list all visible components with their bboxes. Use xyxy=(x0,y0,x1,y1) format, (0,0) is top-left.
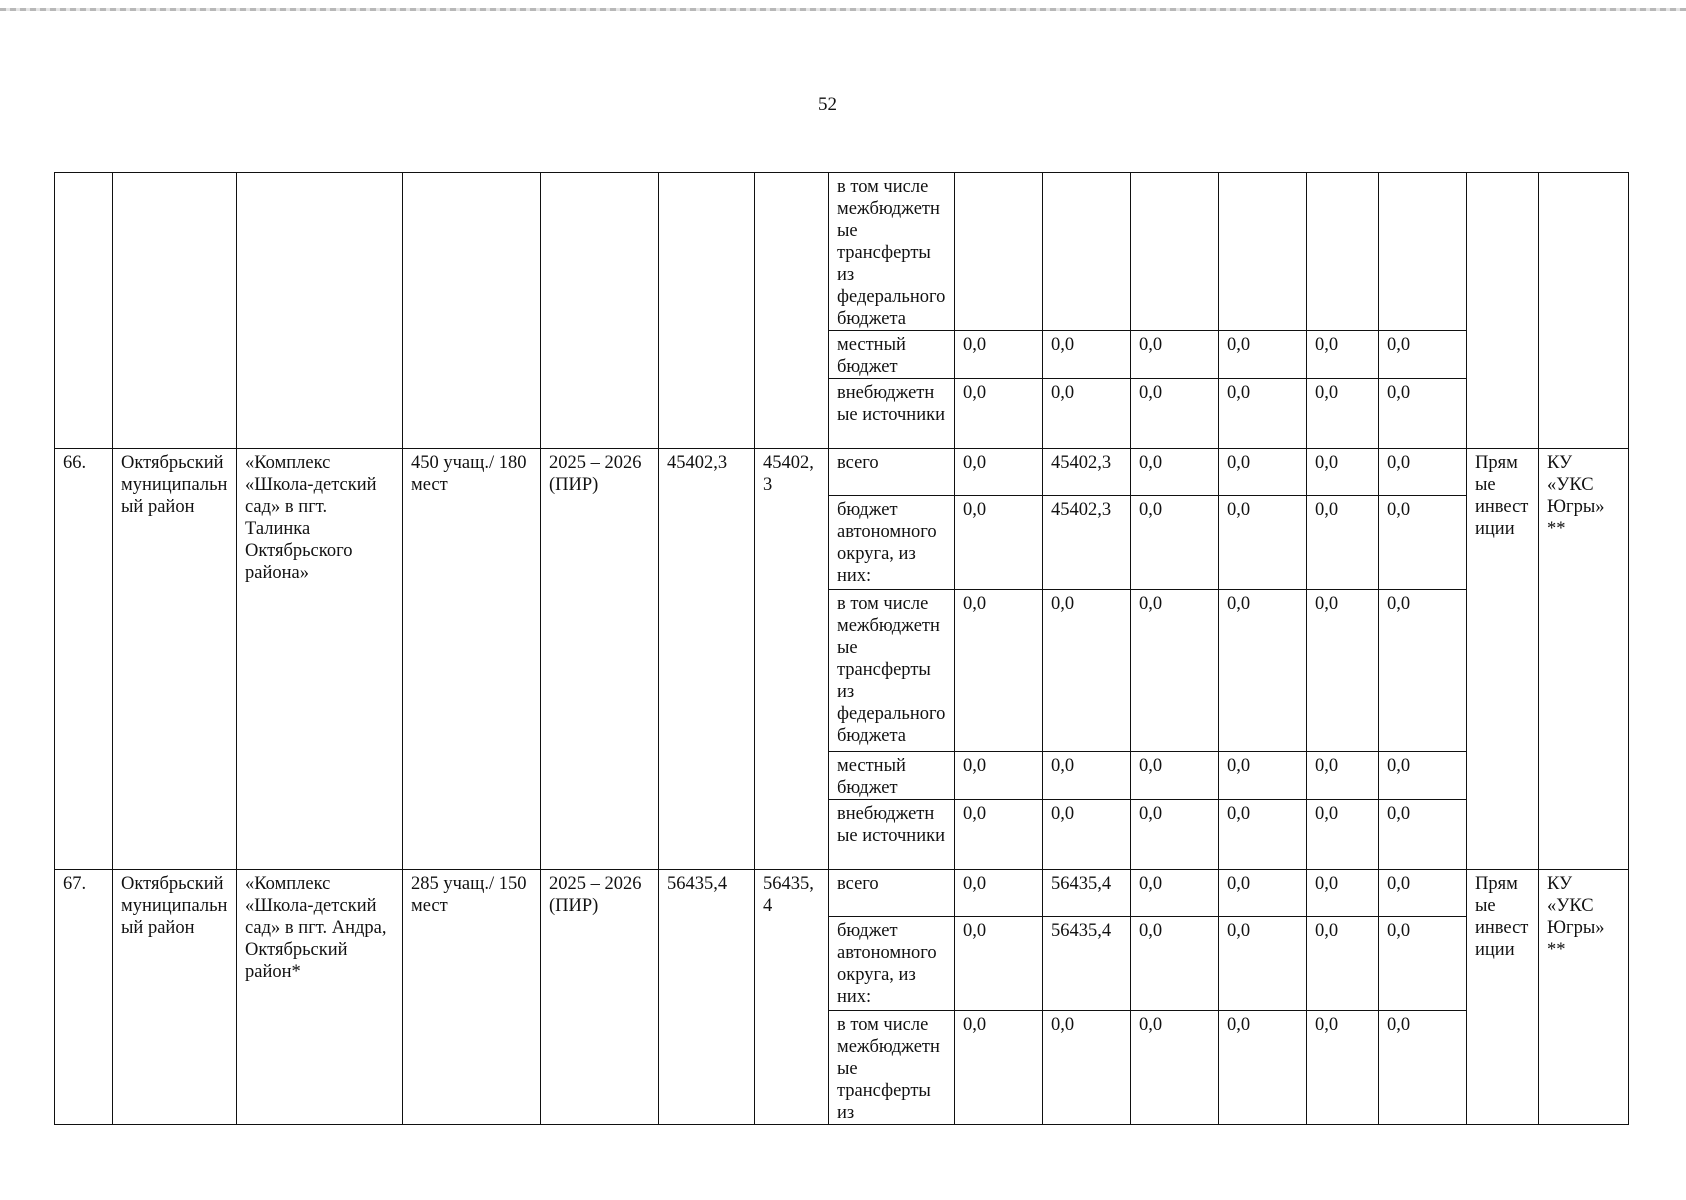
cell-funding-source: в том числе межбюджетные трансферты из федерального бюджета xyxy=(829,173,955,331)
cell-customer xyxy=(1539,173,1629,449)
cell-number xyxy=(55,173,113,449)
cell-value: 0,0 xyxy=(1219,752,1307,800)
cell-value: 0,0 xyxy=(1379,800,1467,870)
cell-number: 67. xyxy=(55,870,113,1125)
cell-investment-form: Прямые инвестиции xyxy=(1467,870,1539,1125)
cell-capacity xyxy=(403,173,541,449)
cell-value: 0,0 xyxy=(1219,331,1307,379)
cell-customer: КУ «УКС Югры» ** xyxy=(1539,870,1629,1125)
cell-value: 0,0 xyxy=(955,752,1043,800)
page-number: 52 xyxy=(818,94,837,115)
cell-value: 0,0 xyxy=(1307,379,1379,449)
cell-value: 0,0 xyxy=(1219,590,1307,752)
cell-value: 0,0 xyxy=(955,870,1043,917)
cell-number: 66. xyxy=(55,449,113,870)
cell-investment-form: Прямые инвестиции xyxy=(1467,449,1539,870)
cell-period: 2025 – 2026 (ПИР) xyxy=(541,870,659,1125)
cell-value: 0,0 xyxy=(1219,917,1307,1011)
table-row xyxy=(55,449,1629,496)
cell-funding-source: внебюджетные источники xyxy=(829,800,955,870)
cell-value xyxy=(1307,173,1379,331)
cell-value: 0,0 xyxy=(1131,590,1219,752)
table-row xyxy=(55,870,1629,917)
cell-value: 0,0 xyxy=(1131,1011,1219,1125)
cell-value: 0,0 xyxy=(1219,449,1307,496)
cell-value: 0,0 xyxy=(1379,590,1467,752)
cell-funding-source: внебюджетные источники xyxy=(829,379,955,449)
cell-value: 0,0 xyxy=(1131,870,1219,917)
investment-table xyxy=(54,172,1629,1125)
cell-value: 0,0 xyxy=(1131,379,1219,449)
cell-value: 0,0 xyxy=(955,800,1043,870)
cell-value: 0,0 xyxy=(1131,449,1219,496)
cell-value: 0,0 xyxy=(1379,917,1467,1011)
cell-capacity: 450 учащ./ 180 мест xyxy=(403,449,541,870)
cell-municipality xyxy=(113,173,237,449)
cell-municipality: Октябрьский муниципальный район xyxy=(113,870,237,1125)
cell-value: 0,0 xyxy=(955,496,1043,590)
cell-value: 0,0 xyxy=(1307,752,1379,800)
cell-value: 0,0 xyxy=(1043,590,1131,752)
cell-value: 0,0 xyxy=(1131,331,1219,379)
cell-value: 0,0 xyxy=(1131,917,1219,1011)
cell-value: 56435,4 xyxy=(1043,917,1131,1011)
cell-municipality: Октябрьский муниципальный район xyxy=(113,449,237,870)
cell-remaining-cost xyxy=(755,173,829,449)
cell-funding-source: бюджет автономного округа, из них: xyxy=(829,496,955,590)
cell-value: 0,0 xyxy=(1307,917,1379,1011)
cell-value: 0,0 xyxy=(1043,331,1131,379)
cell-value: 0,0 xyxy=(1043,379,1131,449)
cell-value: 0,0 xyxy=(955,331,1043,379)
cell-value: 0,0 xyxy=(955,1011,1043,1125)
cell-funding-source: бюджет автономного округа, из них: xyxy=(829,917,955,1011)
table-row xyxy=(55,173,1629,331)
cell-investment-form xyxy=(1467,173,1539,449)
cell-value: 0,0 xyxy=(1379,752,1467,800)
cell-object: «Комплекс «Школа-детский сад» в пгт. Талинка Октябрьского района» xyxy=(237,449,403,870)
cell-value: 0,0 xyxy=(1219,800,1307,870)
cell-value: 0,0 xyxy=(955,449,1043,496)
cell-value: 0,0 xyxy=(1307,870,1379,917)
cell-value: 0,0 xyxy=(1043,752,1131,800)
cell-estimated-cost: 56435,4 xyxy=(659,870,755,1125)
cell-value: 0,0 xyxy=(1307,590,1379,752)
cell-value: 0,0 xyxy=(1379,449,1467,496)
cell-value: 0,0 xyxy=(955,917,1043,1011)
cell-value: 0,0 xyxy=(1043,800,1131,870)
cell-object: «Комплекс «Школа-детский сад» в пгт. Андра, Октябрьский район* xyxy=(237,870,403,1125)
cell-value xyxy=(1043,173,1131,331)
cell-value: 0,0 xyxy=(1219,1011,1307,1125)
cell-customer: КУ «УКС Югры» ** xyxy=(1539,449,1629,870)
cell-remaining-cost: 45402,3 xyxy=(755,449,829,870)
cell-value: 0,0 xyxy=(1307,1011,1379,1125)
cell-funding-source: местный бюджет xyxy=(829,752,955,800)
cell-value: 0,0 xyxy=(1379,331,1467,379)
scan-edge-artifact xyxy=(0,8,1686,11)
cell-value: 0,0 xyxy=(1131,496,1219,590)
cell-value: 0,0 xyxy=(955,379,1043,449)
cell-object xyxy=(237,173,403,449)
cell-value: 0,0 xyxy=(1307,449,1379,496)
cell-value: 0,0 xyxy=(1219,870,1307,917)
cell-value: 0,0 xyxy=(1131,752,1219,800)
cell-value: 45402,3 xyxy=(1043,449,1131,496)
cell-value xyxy=(955,173,1043,331)
cell-funding-source: всего xyxy=(829,870,955,917)
cell-value xyxy=(1219,173,1307,331)
cell-value: 56435,4 xyxy=(1043,870,1131,917)
cell-value: 0,0 xyxy=(1307,800,1379,870)
cell-funding-source: в том числе межбюджетные трансферты из xyxy=(829,1011,955,1125)
cell-value: 0,0 xyxy=(1379,1011,1467,1125)
cell-value: 0,0 xyxy=(1043,1011,1131,1125)
cell-funding-source: всего xyxy=(829,449,955,496)
cell-value: 0,0 xyxy=(1379,379,1467,449)
cell-value: 0,0 xyxy=(1307,331,1379,379)
cell-value: 0,0 xyxy=(1219,496,1307,590)
cell-value xyxy=(1131,173,1219,331)
cell-capacity: 285 учащ./ 150 мест xyxy=(403,870,541,1125)
cell-value xyxy=(1379,173,1467,331)
cell-estimated-cost: 45402,3 xyxy=(659,449,755,870)
cell-value: 0,0 xyxy=(1379,870,1467,917)
cell-value: 0,0 xyxy=(1379,496,1467,590)
cell-funding-source: местный бюджет xyxy=(829,331,955,379)
cell-period xyxy=(541,173,659,449)
cell-value: 0,0 xyxy=(955,590,1043,752)
cell-value: 0,0 xyxy=(1131,800,1219,870)
cell-period: 2025 – 2026 (ПИР) xyxy=(541,449,659,870)
cell-remaining-cost: 56435,4 xyxy=(755,870,829,1125)
cell-value: 0,0 xyxy=(1219,379,1307,449)
cell-estimated-cost xyxy=(659,173,755,449)
cell-value: 0,0 xyxy=(1307,496,1379,590)
cell-value: 45402,3 xyxy=(1043,496,1131,590)
cell-funding-source: в том числе межбюджетные трансферты из федерального бюджета xyxy=(829,590,955,752)
